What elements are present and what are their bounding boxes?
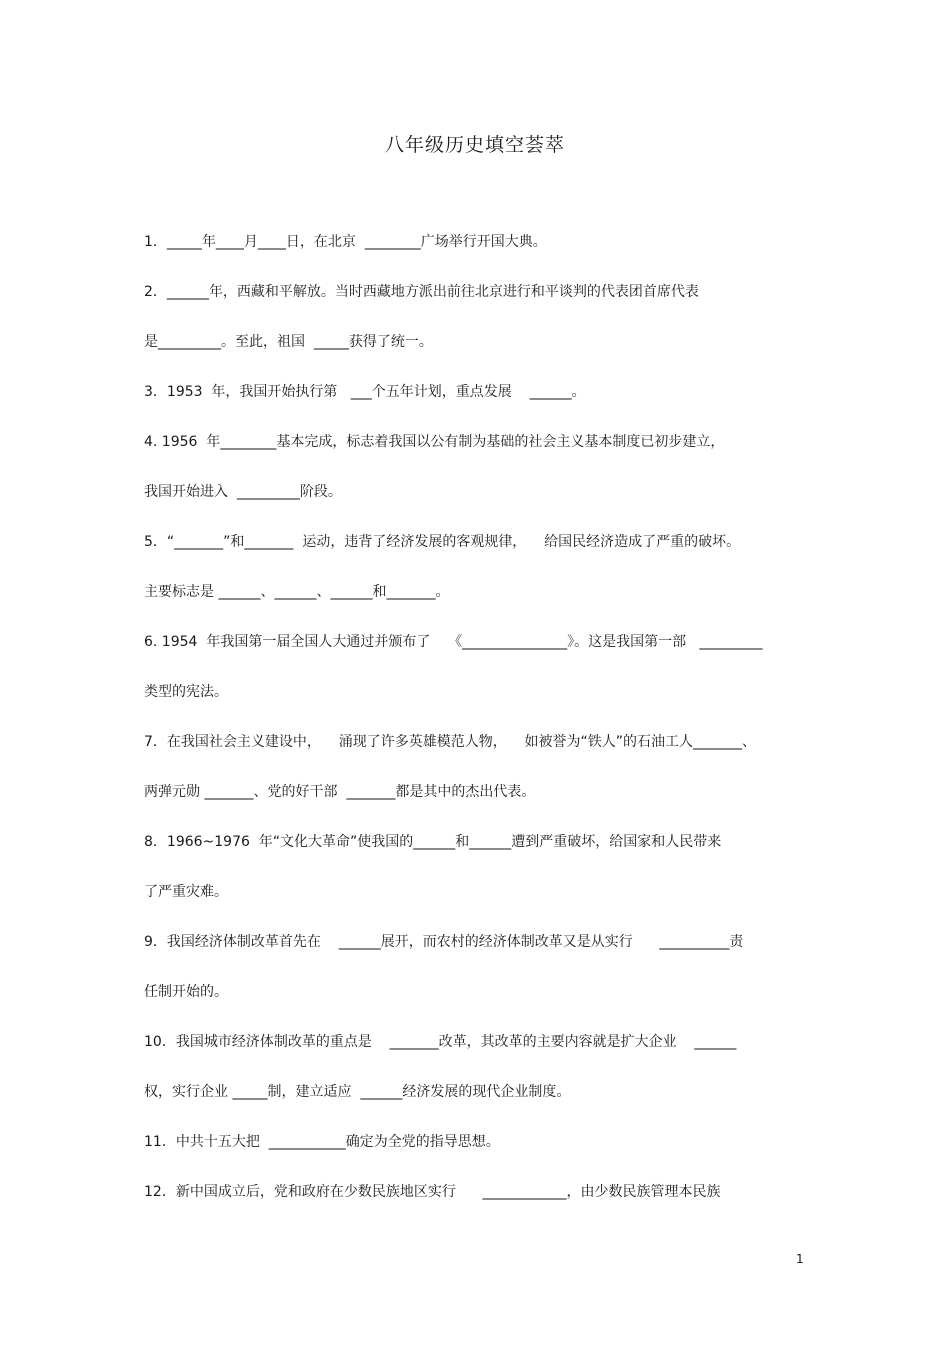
question-line-9: 9．我国经济体制改革首先在 ______展开，而农村的经济体制改革又是从实行 __________责	[144, 934, 744, 950]
question-line-2-cont: 是_________。至此，祖国 _____获得了统一。	[144, 334, 433, 350]
question-line-2: 2．______年，西藏和平解放。当时西藏地方派出前往北京进行和平谈判的代表团首席代表	[144, 284, 699, 300]
question-line-7: 7．在我国社会主义建设中， 涌现了许多英雄模范人物， 如被誉为“铁人”的石油工人_______、	[144, 734, 757, 750]
document-title: 八年级历史填空荟萃	[384, 134, 565, 156]
question-line-1: 1．_____年____月____日，在北京 ________广场举行开国大典。	[144, 234, 547, 250]
question-line-12: 12．新中国成立后，党和政府在少数民族地区实行 ____________，由少数民族管理本民族	[144, 1184, 721, 1200]
question-line-4-cont: 我国开始进入 _________阶段。	[144, 484, 342, 500]
question-line-8-cont: 了严重灾难。	[144, 884, 228, 900]
question-line-8: 8．1966~1976 年“文化大革命”使我国的______和______遭到严重破坏，给国家和人民带来	[144, 834, 722, 850]
question-line-10-cont: 权，实行企业 _____制，建立适应 ______经济发展的现代企业制度。	[144, 1084, 571, 1100]
question-line-5-cont: 主要标志是 ______、______、______和_______。	[144, 584, 450, 600]
question-line-5: 5．“_______”和_______ 运动，违背了经济发展的客观规律， 给国民经济造成了严重的破坏。	[144, 534, 741, 550]
question-line-11: 11．中共十五大把 ___________确定为全党的指导思想。	[144, 1134, 500, 1150]
question-line-9-cont: 任制开始的。	[144, 984, 228, 1000]
page-number: 1	[796, 1252, 804, 1266]
question-line-3: 3．1953 年，我国开始执行第 ___个五年计划，重点发展 ______。	[144, 384, 586, 400]
question-line-10: 10．我国城市经济体制改革的重点是 _______改革，其改革的主要内容就是扩大企业 ______	[144, 1034, 737, 1050]
question-line-6-cont: 类型的宪法。	[144, 684, 228, 700]
question-line-6: 6. 1954 年我国第一届全国人大通过并颁布了 《_______________》。这是我国第一部 _________	[144, 634, 763, 650]
question-line-7-cont: 两弹元勋 _______、党的好干部 _______都是其中的杰出代表。	[144, 784, 536, 800]
question-line-4: 4. 1956 年________基本完成，标志着我国以公有制为基础的社会主义基本制度已初步建立，	[144, 434, 725, 450]
